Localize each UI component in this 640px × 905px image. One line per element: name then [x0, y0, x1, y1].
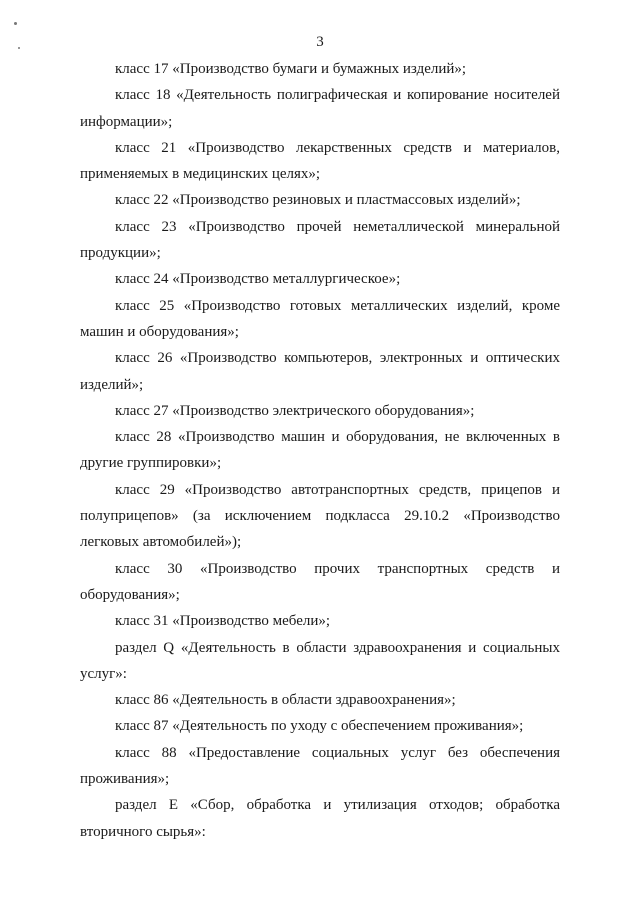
paragraph: класс 28 «Производство машин и оборудования, не включенных в другие группировки»;: [80, 429, 560, 472]
paragraph: класс 88 «Предоставление социальных услуг без обеспечения проживания»;: [80, 744, 560, 788]
paragraph: класс 21 «Производство лекарственных средств и материалов, применяемых в медицинских целях»;: [80, 139, 560, 183]
paragraph: раздел Е «Сбор, обработка и утилизация отходов; обработка вторичного сырья»:: [80, 797, 560, 840]
document-body: [80, 56, 560, 845]
paragraph: класс 30 «Производство прочих транспортных средств и оборудования»;: [80, 560, 560, 603]
page-number: 3: [316, 34, 324, 50]
paragraph: класс 18 «Деятельность полиграфическая и копирование носителей информации»;: [80, 87, 560, 130]
paragraph: класс 22 «Производство резиновых и пластмассовых изделий»;: [115, 192, 521, 209]
paragraph: раздел Q «Деятельность в области здравоохранения и социальных услуг»:: [80, 639, 560, 682]
paragraph: класс 86 «Деятельность в области здравоохранения»;: [115, 692, 456, 709]
paragraph: класс 17 «Производство бумаги и бумажных изделий»;: [115, 61, 467, 77]
paragraph: класс 27 «Производство электрического оборудования»;: [115, 402, 475, 419]
paragraph: класс 25 «Производство готовых металлических изделий, кроме машин и оборудования»;: [80, 297, 560, 340]
paragraph: класс 29 «Производство автотранспортных средств, прицепов и полуприцепов» (за исключением подкласса 29.10.2 «Производство легковых автомобилей»);: [80, 481, 560, 551]
paragraph: класс 23 «Производство прочей неметаллической минеральной продукции»;: [80, 218, 560, 262]
paragraph: класс 26 «Производство компьютеров, электронных и оптических изделий»;: [80, 350, 560, 393]
paragraph: класс 31 «Производство мебели»;: [115, 613, 331, 630]
paragraph: класс 87 «Деятельность по уходу с обеспечением проживания»;: [115, 718, 524, 735]
paragraph: класс 24 «Производство металлургическое»;: [115, 271, 401, 288]
scan-speck: [14, 22, 17, 25]
